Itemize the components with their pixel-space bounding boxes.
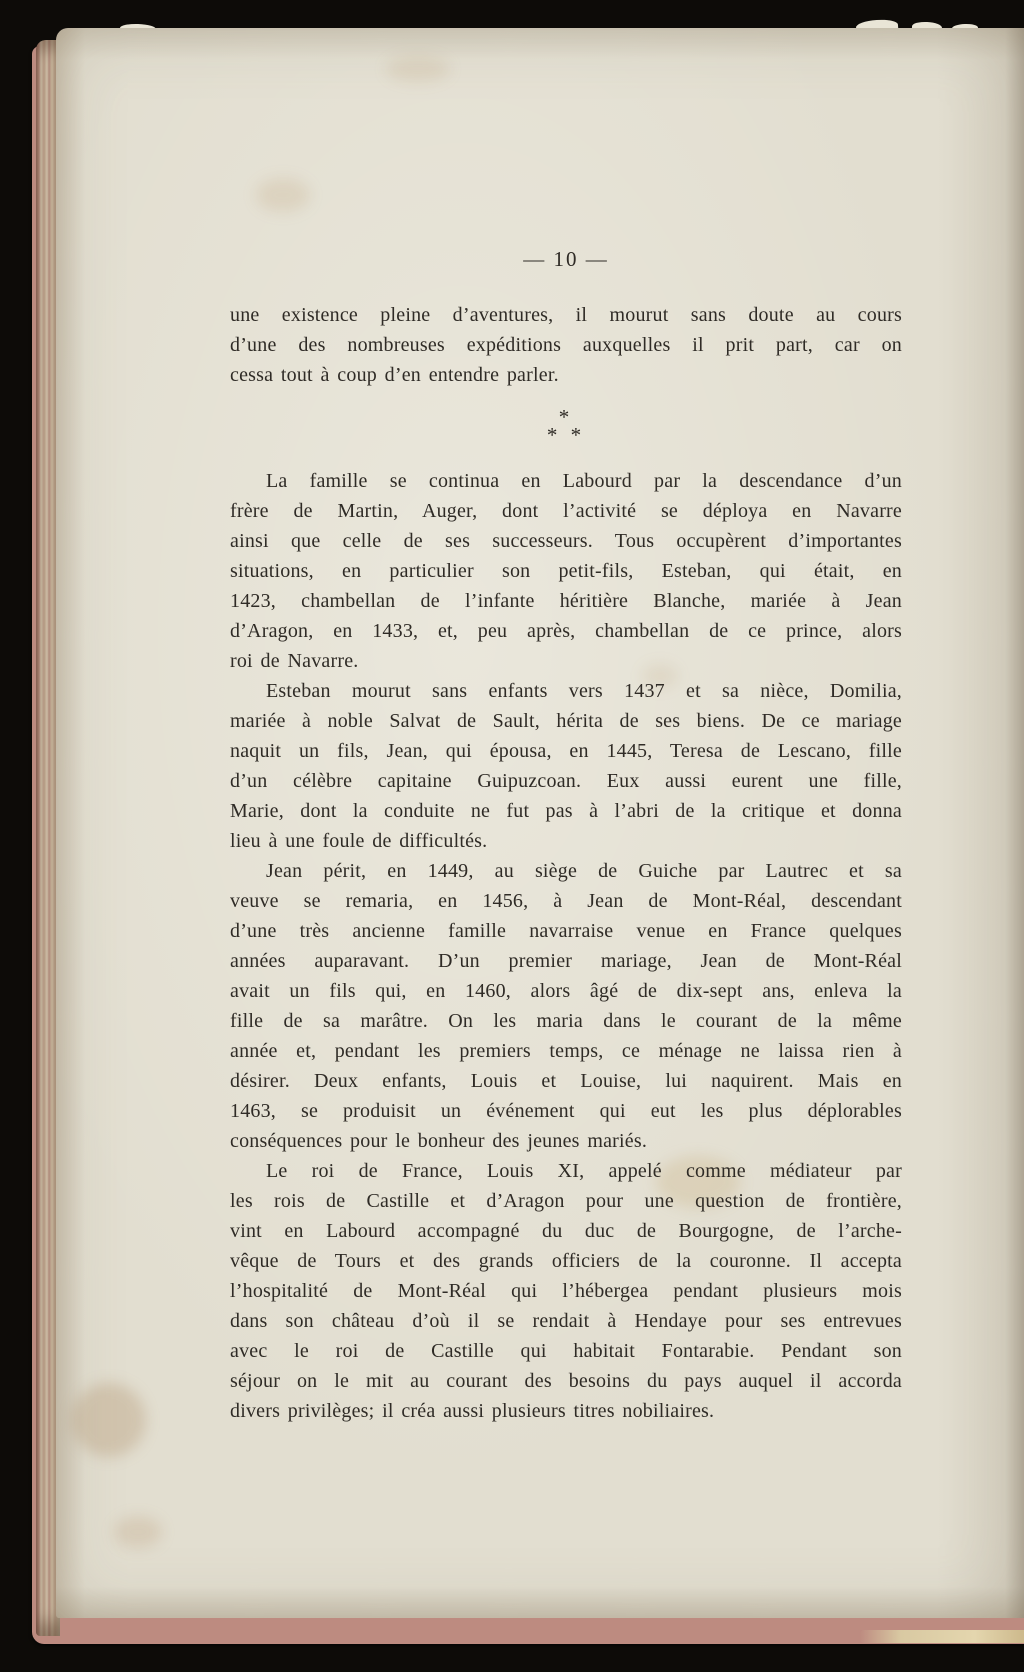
page-fold-crease: [936, 28, 1024, 1618]
text-line: divers privilèges; il créa aussi plusieurs titres nobiliaires.: [230, 1400, 715, 1422]
text-line: frère de Martin, Auger, dont l’activité se déploya en Navarre: [230, 500, 902, 522]
text-line: ainsi que celle de ses successeurs. Tous occupèrent d’importantes: [230, 530, 902, 552]
cover-gilt-edge: [860, 1630, 1024, 1643]
text-line: fille de sa marâtre. On les maria dans le courant de la même: [230, 1010, 902, 1032]
text-line: situations, en particulier son petit-fils, Esteban, qui était, en: [230, 560, 902, 582]
paragraph: [230, 466, 902, 676]
text-line: lieu à une foule de difficultés.: [230, 830, 488, 852]
text-line: d’un célèbre capitaine Guipuzcoan. Eux aussi eurent une fille,: [230, 770, 902, 792]
text-column: [230, 246, 902, 1426]
text-line: 1423, chambellan de l’infante héritière Blanche, mariée à Jean: [230, 590, 902, 612]
foxing-stain: [386, 56, 450, 82]
text-line: Esteban mourut sans enfants vers 1437 et sa nièce, Domilia,: [266, 680, 902, 702]
text-line: avait un fils qui, en 1460, alors âgé de dix-sept ans, enleva la: [230, 980, 902, 1002]
text-line: Le roi de France, Louis XI, appelé comme médiateur par: [266, 1160, 902, 1182]
text-line: une existence pleine d’aventures, il mourut sans doute au cours: [230, 304, 902, 326]
foxing-stain: [72, 1383, 146, 1457]
text-line: Marie, dont la conduite ne fut pas à l’abri de la critique et donna: [230, 800, 902, 822]
foxing-stain: [114, 1516, 162, 1548]
text-line: cessa tout à coup d’en entendre parler.: [230, 364, 559, 386]
paragraph: [230, 300, 902, 390]
text-line: années auparavant. D’un premier mariage, Jean de Mont-Réal: [230, 950, 902, 972]
paragraph: [230, 856, 902, 1156]
body-text: [230, 300, 902, 1426]
text-line: vint en Labourd accompagné du duc de Bourgogne, de l’arche-: [230, 1220, 902, 1242]
text-line: La famille se continua en Labourd par la descendance d’un: [266, 470, 902, 492]
text-line: 1463, se produisit un événement qui eut les plus déplorables: [230, 1100, 902, 1122]
asterisk-separator: [230, 405, 902, 447]
text-line: d’une des nombreuses expéditions auxquelles il prit part, car on: [230, 334, 902, 356]
paragraph: [230, 1156, 902, 1426]
text-line: conséquences pour le bonheur des jeunes mariés.: [230, 1130, 648, 1152]
text-line: vêque de Tours et des grands officiers de la couronne. Il accepta: [230, 1250, 902, 1272]
text-line: naquit un fils, Jean, qui épousa, en 1445, Teresa de Lescano, fille: [230, 740, 902, 762]
text-line: désirer. Deux enfants, Louis et Louise, lui naquirent. Mais en: [230, 1070, 902, 1092]
text-line: d’une très ancienne famille navarraise venue en France quelques: [230, 920, 902, 942]
text-line: les rois de Castille et d’Aragon pour une question de frontière,: [230, 1190, 902, 1212]
text-line: veuve se remaria, en 1456, à Jean de Mont-Réal, descendant: [230, 890, 902, 912]
separator-asterisks-bottom: * *: [546, 423, 586, 447]
text-line: mariée à noble Salvat de Sault, hérita de ses biens. De ce mariage: [230, 710, 902, 732]
text-line: séjour on le mit au courant des besoins du pays auquel il accorda: [230, 1370, 902, 1392]
text-line: d’Aragon, en 1433, et, peu après, chambellan de ce prince, alors: [230, 620, 902, 642]
text-line: roi de Navarre.: [230, 650, 359, 672]
text-line: l’hospitalité de Mont-Réal qui l’hébergea pendant plusieurs mois: [230, 1280, 902, 1302]
text-line: avec le roi de Castille qui habitait Fontarabie. Pendant son: [230, 1340, 902, 1362]
text-line: dans son château d’où il se rendait à Hendaye pour ses entrevues: [230, 1310, 902, 1332]
book-page: [56, 28, 1024, 1618]
separator-asterisk-top: *: [558, 405, 574, 429]
foxing-stain: [256, 178, 310, 212]
paragraph: [230, 676, 902, 856]
text-line: Jean périt, en 1449, au siège de Guiche par Lautrec et sa: [266, 860, 902, 882]
text-line: année et, pendant les premiers temps, ce ménage ne laissa rien à: [230, 1040, 902, 1062]
page-number: — 10 —: [523, 247, 609, 271]
